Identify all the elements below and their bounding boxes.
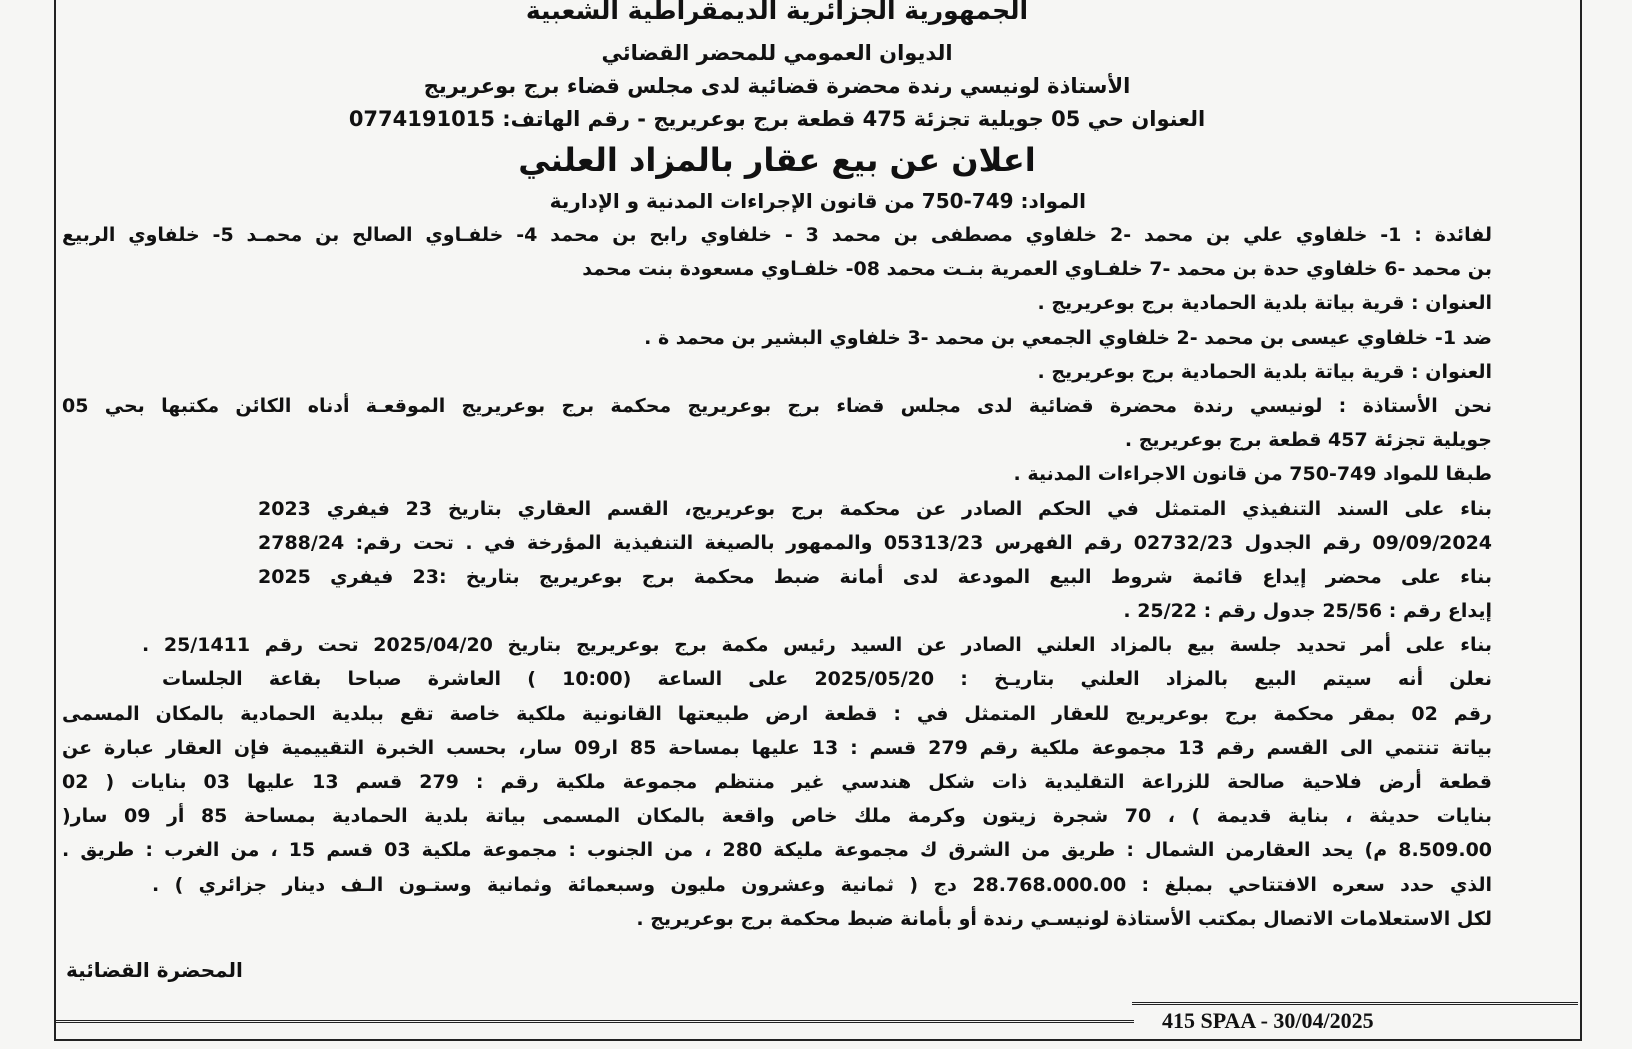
announcement-title: اعلان عن بيع عقار بالمزاد العلني <box>518 141 1036 179</box>
body-line: بناء على محضر إيداع قائمة شروط البيع المودعة لدى أمانة ضبط محكمة برج بوعريريج بتاريخ :23 فيفري 2025 <box>258 565 1492 588</box>
body-line: طبقا للمواد 749-750 من قانون الاجراءات المدنية . <box>1013 463 1492 486</box>
body-line: العنوان : قرية بياتة بلدية الحمادية برج بوعريريج . <box>1037 360 1492 383</box>
publication-stamp: 415 SPAA - 30/04/2025 <box>1156 1008 1380 1034</box>
body-line: بن محمد -6 خلفاوي حدة بن محمد -7 خلفـاوي العمرية بنـت محمد 08- خلفـاوي مسعودة بنت محمد <box>582 258 1492 281</box>
bailiff-heading: الأستاذة لونيسي رندة محضرة قضائية لدى مجلس قضاء برج بوعريريج <box>423 74 1131 98</box>
announcement-body <box>62 218 1492 936</box>
body-line: رقم 02 بمقر محكمة برج بوعريريج للعقار المتمثل في : قطعة ارض طبيعتها القانونية ملكية خاصة تقع ببلدية الحمادية بالمكان المسمى <box>62 702 1492 725</box>
body-line: 09/09/2024 رقم الجدول 02732/23 رقم الفهرس 05313/23 والممهور بالصيغة التنفيذية المؤرخة في . تحت رقم: 2788/24 <box>258 531 1492 554</box>
body-line: إيداع رقم : 25/56 جدول رقم : 25/22 . <box>1123 600 1492 623</box>
republic-heading: الجمهورية الجزائرية الديمقراطية الشعبية <box>525 0 1029 25</box>
body-line: نعلن أنه سيتم البيع بالمزاد العلني بتاريـخ : 2025/05/20 على الساعة (10:00 ) العاشرة صباحا بقاعة الجلسات <box>162 668 1492 691</box>
bottom-rule <box>54 1020 1134 1023</box>
body-line: بياتة تنتمي الى القسم رقم 13 مجموعة ملكية رقم 279 قسم : 13 عليها بمساحة 85 ار09 سار، بحسب الخبرة التقييمية فإن العقار عبارة عن <box>62 736 1492 759</box>
office-heading: الديوان العمومي للمحضر القضائي <box>601 41 953 65</box>
body-line: بناء على السند التنفيذي المتمثل في الحكم الصادر عن محكمة برج بوعريريج، القسم العقاري بتاريخ 23 فيفري 2023 <box>258 497 1492 520</box>
body-line: بناء على أمر تحديد جلسة بيع بالمزاد العلني الصادر عن السيد رئيس مكمة برج بوعريريج بتاريخ 2025/04/20 تحت رقم 25/1411 . <box>142 634 1492 657</box>
body-line: قطعة أرض فلاحية صالحة للزراعة التقليدية ذات شكل هندسي غير منتظم مجموعة ملكية رقم : 279 قسم 13 عليها 03 بنايات ( 02 <box>62 771 1492 793</box>
address-heading: العنوان حي 05 جويلية تجزئة 475 قطعة برج بوعريريج - رقم الهاتف: 0774191015 <box>348 107 1206 131</box>
body-line: الذي حدد سعره الافتتاحي بمبلغ : 28.768.000.00 دج ( ثمانية وعشرون مليون وسبعمائة وثمانية وستـون الـف دينار جزائري ) . <box>152 873 1492 896</box>
legal-articles: المواد: 749-750 من قانون الإجراءات المدنية و الإدارية <box>549 189 1086 213</box>
body-line: جويلية تجزئة 457 قطعة برج بوعريريج . <box>1124 429 1492 452</box>
body-line: العنوان : قرية بياتة بلدية الحمادية برج بوعريريج . <box>1037 292 1492 315</box>
bailiff-signature: المحضرة القضائية <box>66 958 243 982</box>
announcement <box>62 0 1492 936</box>
body-line: بنايات حديثة ، بناية قديمة ) ، 70 شجرة زيتون وكرمة ملك خاص واقعة بالمكان المسمى بياتة بلدية الحمادية بمساحة 85 أر 09 سار( <box>62 805 1492 828</box>
body-line: ضد 1- خلفاوي عيسى بن محمد -2 خلفاوي الجمعي بن محمد -3 خلفاوي البشير بن محمد ة . <box>644 326 1492 349</box>
body-line: لفائدة : 1- خلفاوي علي بن محمد -2 خلفاوي مصطفى بن محمد 3 - خلفاوي رابح بن محمد 4- خلفـاوي الصالح بن محمـد 5- خلفاوي الربيع <box>62 224 1492 246</box>
body-line: 8.509.00 م) يحد العقارمن الشمال : طريق من الشرق ك مجموعة مليكة 280 ، من الجنوب : مجموعة ملكية 03 قسم 15 ، من الغرب : طريق . <box>62 839 1492 862</box>
body-line: لكل الاستعلامات الاتصال بمكتب الأستاذة لونيسـي رندة أو بأمانة ضبط محكمة برج بوعريريج . <box>636 907 1492 930</box>
body-line: نحن الأستاذة : لونيسي رندة محضرة قضائية لدى مجلس قضاء برج بوعريريج محكمة برج بوعريريج الموقعـة أدناه الكائن مكتبها بحي 05 <box>62 394 1492 417</box>
